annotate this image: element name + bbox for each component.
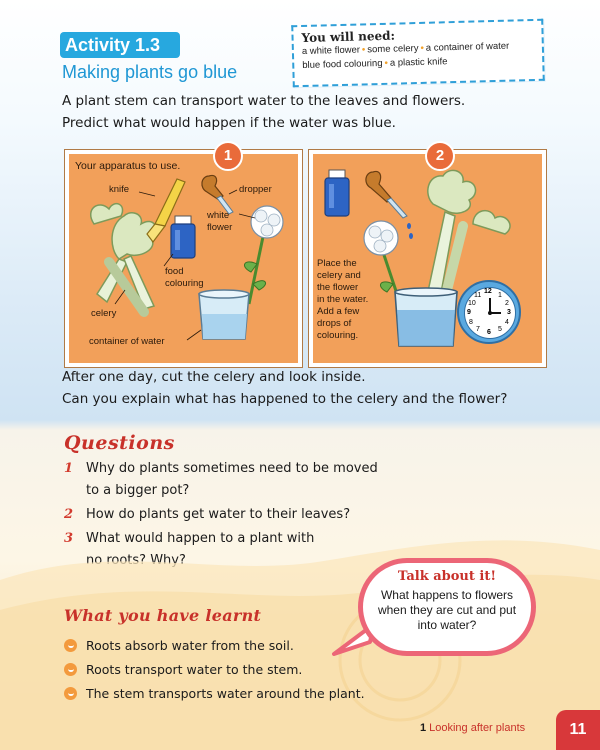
question-item (62, 458, 392, 502)
footer-chapter (420, 722, 525, 734)
learnt-text: Roots transport water to the stem. (86, 662, 303, 677)
smiley-icon (64, 687, 77, 700)
clock-number: 7 (476, 326, 480, 333)
label-celery: celery (91, 308, 117, 319)
label-white-flower: white (207, 210, 230, 221)
label-dropper: dropper (239, 184, 272, 195)
clock-number: 5 (498, 326, 502, 333)
activity-badge: Activity 1.3 (60, 32, 180, 58)
apparatus-panel (65, 150, 302, 367)
learnt-item (64, 634, 384, 658)
label-container: container of water (89, 336, 165, 347)
clock-number: 11 (474, 292, 482, 299)
bullet-dot-icon: • (420, 42, 424, 54)
after-line: Can you explain what has happened to the celery and the flower? (62, 391, 508, 407)
chapter-number: 1 (420, 722, 427, 734)
bullet-dot-icon: • (361, 44, 366, 56)
need-item: a container of water (425, 40, 510, 54)
question-number: 2 (64, 507, 74, 522)
clock-number: 4 (505, 319, 509, 326)
instruction-line: drops of (317, 318, 352, 329)
activity-subtitle: Making plants go blue (62, 62, 238, 82)
clock-number: 10 (468, 300, 476, 307)
method-panel (309, 150, 546, 367)
smiley-icon (64, 663, 77, 676)
label-white-flower: flower (207, 222, 233, 233)
clock-icon (457, 280, 521, 344)
label-food-colouring: colouring (165, 278, 204, 289)
step-number-1: 1 (213, 141, 243, 171)
talk-title: Talk about it! (397, 569, 497, 584)
clock-number: 6 (487, 329, 491, 336)
learnt-heading: What you have learnt (64, 606, 262, 625)
you-will-need-title: You will need: (301, 28, 396, 46)
question-number: 1 (64, 461, 74, 476)
need-item: a white flower (301, 44, 361, 58)
question-text: What would happen to a plant with (86, 531, 315, 546)
clock-number: 3 (507, 309, 511, 316)
after-line: After one day, cut the celery and look inside. (62, 369, 366, 385)
learnt-list (64, 634, 384, 706)
learnt-text: Roots absorb water from the soil. (86, 638, 294, 653)
page-number: 11 (556, 710, 600, 750)
clock-number: 9 (467, 309, 471, 316)
instruction-line: celery and (317, 270, 361, 281)
question-text: no roots? Why? (86, 553, 186, 568)
instruction-line: Place the (317, 258, 357, 269)
you-will-need-list (302, 39, 535, 73)
need-item: blue food colouring (302, 57, 383, 72)
question-text: to a bigger pot? (86, 483, 190, 498)
smiley-icon (64, 639, 77, 652)
apparatus-title: Your apparatus to use. (75, 160, 181, 172)
step-number-2: 2 (425, 141, 455, 171)
talk-about-it-bubble (358, 558, 536, 656)
instruction-line: colouring. (317, 330, 359, 341)
chapter-title: Looking after plants (429, 722, 526, 734)
learnt-text: The stem transports water around the plant. (86, 686, 365, 701)
after-text (62, 366, 582, 410)
learnt-item (64, 682, 384, 706)
question-text: How do plants get water to their leaves? (86, 507, 351, 522)
clock-number: 12 (484, 288, 492, 295)
intro-line: Predict what would happen if the water was blue. (62, 115, 396, 131)
question-number: 3 (64, 531, 74, 546)
clock-number: 2 (505, 300, 509, 307)
intro-line: A plant stem can transport water to the leaves and flowers. (62, 93, 466, 109)
instruction-line: in the water. (317, 294, 369, 305)
talk-text: What happens to flowers when they are cut and put into water? (377, 588, 517, 632)
clock-face (464, 287, 516, 339)
method-instructions (317, 258, 381, 342)
you-will-need-box (291, 19, 545, 88)
need-item: a plastic knife (389, 56, 448, 69)
need-item: some celery (367, 42, 419, 56)
intro-text (62, 90, 562, 134)
question-text: Why do plants sometimes need to be moved (86, 461, 378, 476)
label-food-colouring: food (165, 266, 184, 277)
questions-heading: Questions (64, 432, 175, 454)
clock-number: 8 (469, 319, 473, 326)
instruction-line: the flower (317, 282, 359, 293)
learnt-item (64, 658, 384, 682)
clock-number: 1 (498, 292, 502, 299)
bullet-dot-icon: • (384, 57, 389, 69)
instruction-line: Add a few (317, 306, 360, 317)
label-knife: knife (109, 184, 130, 195)
